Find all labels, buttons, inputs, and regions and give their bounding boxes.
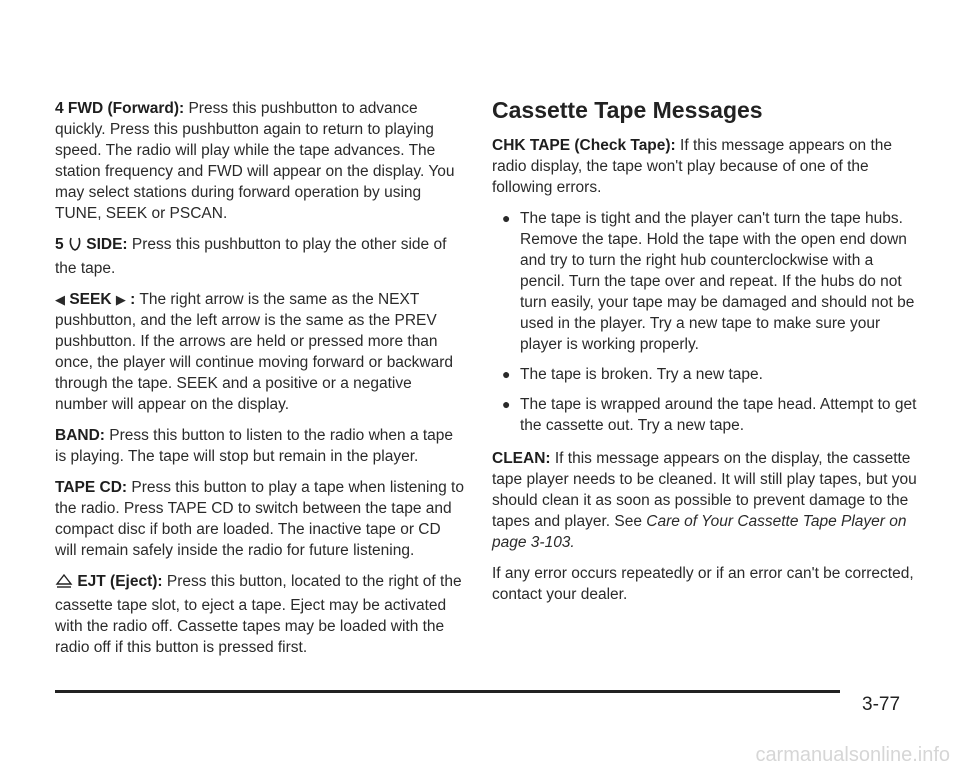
side-text: Press this pushbutton to play the other side of the tape.	[55, 236, 447, 277]
chk-paragraph	[492, 135, 917, 198]
left-column	[55, 98, 465, 668]
bullet-icon: ●	[502, 366, 511, 382]
list-item-text: The tape is broken. Try a new tape.	[520, 366, 763, 383]
clean-text: If this message appears on the display, the cassette tape player needs to be cleaned. It will still play tapes, but you should clean it as soon as possible to prevent damage to the tapes and player. See	[492, 450, 917, 530]
seek-label: SEEK	[69, 291, 112, 308]
side-number: 5	[55, 236, 64, 253]
tapecd-text: Press this button to play a tape when listening to the radio. Press TAPE CD to switch between the tape and compact disc if both are loaded. The inactive tape or CD will remain safely inside the radio for future listening.	[55, 479, 464, 559]
tapecd-paragraph	[55, 477, 465, 561]
error-list	[492, 208, 917, 436]
section-heading: Cassette Tape Messages	[492, 97, 763, 123]
fwd-label: 4 FWD (Forward):	[55, 100, 185, 117]
fwd-text: Press this pushbutton to advance quickly. Press this pushbutton again to return to playing speed. The radio will play while the tape advances. The station frequency and FWD will appear on the display. You may select stations during forward operation by using TUNE, SEEK or PSCAN.	[55, 100, 455, 222]
side-label: SIDE:	[86, 236, 128, 253]
list-item-text: The tape is wrapped around the tape head. Attempt to get the cassette out. Try a new tape.	[520, 396, 917, 434]
clean-label: CLEAN:	[492, 450, 551, 467]
watermark: carmanualsonline.info	[755, 744, 950, 766]
page-number: 3-77	[862, 694, 901, 715]
list-item-text: The tape is tight and the player can't turn the tape hubs. Remove the tape. Hold the tape with the open end down and try to turn the right hub counterclockwise with a pencil. Turn the tape over and repeat. If the hubs do not turn easily, your tape may be damaged and should not be used in the player. Try a new tape to make sure your player is working properly.	[520, 210, 915, 353]
tapecd-label: TAPE CD:	[55, 479, 128, 496]
seek-right-arrow-icon: ▶	[115, 292, 126, 307]
right-column	[492, 98, 917, 615]
band-label: BAND:	[55, 427, 105, 444]
list-item	[492, 364, 917, 385]
list-item	[492, 208, 917, 355]
eject-text: Press this button, located to the right of the cassette tape slot, to eject a tape. Eject may be activated with the radio off. Cassette tapes may be loaded with the radio off if this button is pressed first.	[55, 573, 462, 656]
side-paragraph	[55, 234, 465, 279]
eject-label: EJT (Eject):	[77, 573, 163, 590]
chk-text: If this message appears on the radio display, the tape won't play because of one of the following errors.	[492, 137, 893, 196]
seek-left-arrow-icon: ◀	[55, 292, 65, 307]
eject-icon	[55, 573, 73, 595]
list-item	[492, 394, 917, 436]
error-paragraph: If any error occurs repeatedly or if an error can't be corrected, contact your dealer.	[492, 565, 914, 603]
footer-rule	[55, 690, 840, 693]
side-switch-icon	[68, 236, 82, 258]
clean-paragraph	[492, 448, 917, 553]
seek-text: The right arrow is the same as the NEXT pushbutton, and the left arrow is the same as the PREV pushbutton. If the arrows are held or pressed more than once, the player will continue moving forward or backward through the tape. SEEK and a positive or a negative number will appear on the display.	[55, 291, 454, 413]
eject-paragraph	[55, 571, 465, 658]
chk-label: CHK TAPE (Check Tape):	[492, 137, 676, 154]
fwd-paragraph	[55, 98, 465, 224]
band-paragraph	[55, 425, 465, 467]
seek-colon: :	[130, 291, 136, 308]
band-text: Press this button to listen to the radio when a tape is playing. The tape will stop but remain in the player.	[55, 427, 454, 465]
bullet-icon: ●	[502, 210, 511, 226]
bullet-icon: ●	[502, 396, 511, 412]
seek-paragraph	[55, 289, 465, 415]
care-reference-link[interactable]: Care of Your Cassette Tape Player on page 3-103.	[492, 513, 907, 551]
